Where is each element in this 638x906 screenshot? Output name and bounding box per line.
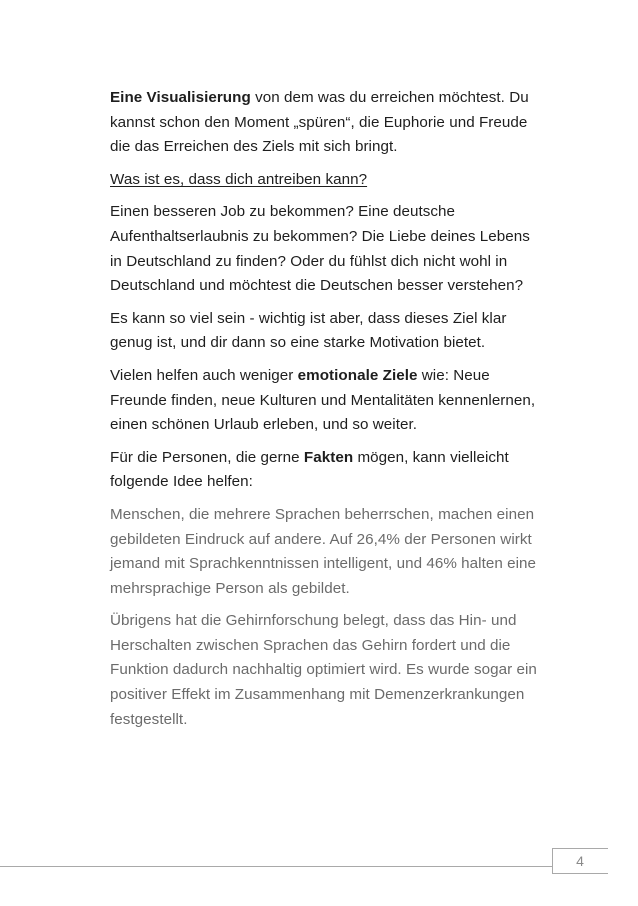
paragraph-goal-clarity — [110, 307, 542, 356]
paragraph-facts-intro — [110, 446, 542, 495]
body-text — [110, 86, 542, 740]
paragraph-text: Vielen helfen auch weniger — [110, 366, 298, 384]
paragraph-text: Es kann so viel sein - wichtig ist aber, dass dieses Ziel klar genug ist, und dir dann so eine starke Motivation bietet. — [110, 309, 507, 352]
paragraph-text: Menschen, die mehrere Sprachen beherrschen, machen einen gebildeten Eindruck auf andere. Auf 26,4% der Personen wirkt jemand mit Sprachkenntnissen intelligent, und 46% halten eine mehrsprachige Person als gebildet. — [110, 505, 537, 597]
paragraph-emotional-goals — [110, 364, 542, 438]
page-number: 4 — [576, 853, 584, 869]
paragraph-text: Übrigens hat die Gehirnforschung belegt, dass das Hin- und Herschalten zwischen Sprachen das Gehirn fordert und die Funktion dadurch nachhaltig optimiert wird. Es wurde sogar ein positiver Effekt im Zusammenhang mit Demenzerkrankungen festgestellt. — [110, 612, 537, 728]
bold-term-visualisierung: Eine Visualisierung — [110, 89, 251, 106]
paragraph-text: Einen besseren Job zu bekommen? Eine deutsche Aufenthaltserlaubnis zu bekommen? Die Liebe deines Lebens in Deutschland zu finden? Oder du fühlst dich nicht wohl in Deutschland und möchtest die Deutschen besser verstehen? — [110, 203, 530, 295]
paragraph-statistics — [110, 503, 542, 601]
paragraph-visualization — [110, 86, 542, 160]
paragraph-examples — [110, 200, 542, 298]
paragraph-text: wie: Neue Freunde finden, neue Kulturen und Mentalitäten kennenlernen, einen schönen Urlaub erleben, und so weiter. — [110, 366, 536, 434]
paragraph-question-heading — [110, 168, 542, 193]
paragraph-text: mögen, kann vielleicht folgende Idee helfen: — [110, 448, 509, 491]
bold-term-fakten: Fakten — [303, 448, 354, 466]
paragraph-text: Für die Personen, die gerne — [110, 448, 304, 466]
underlined-question: Was ist es, dass dich antreiben kann? — [110, 170, 368, 188]
paragraph-text: von dem was du erreichen möchtest. Du kannst schon den Moment „spüren“, die Euphorie und Freude die das Erreichen des Ziels mit sich bringt. — [110, 89, 529, 156]
footer-rule — [0, 866, 552, 867]
paragraph-brain-research — [110, 609, 542, 732]
bold-term-emotionale-ziele: emotionale Ziele — [297, 366, 418, 384]
